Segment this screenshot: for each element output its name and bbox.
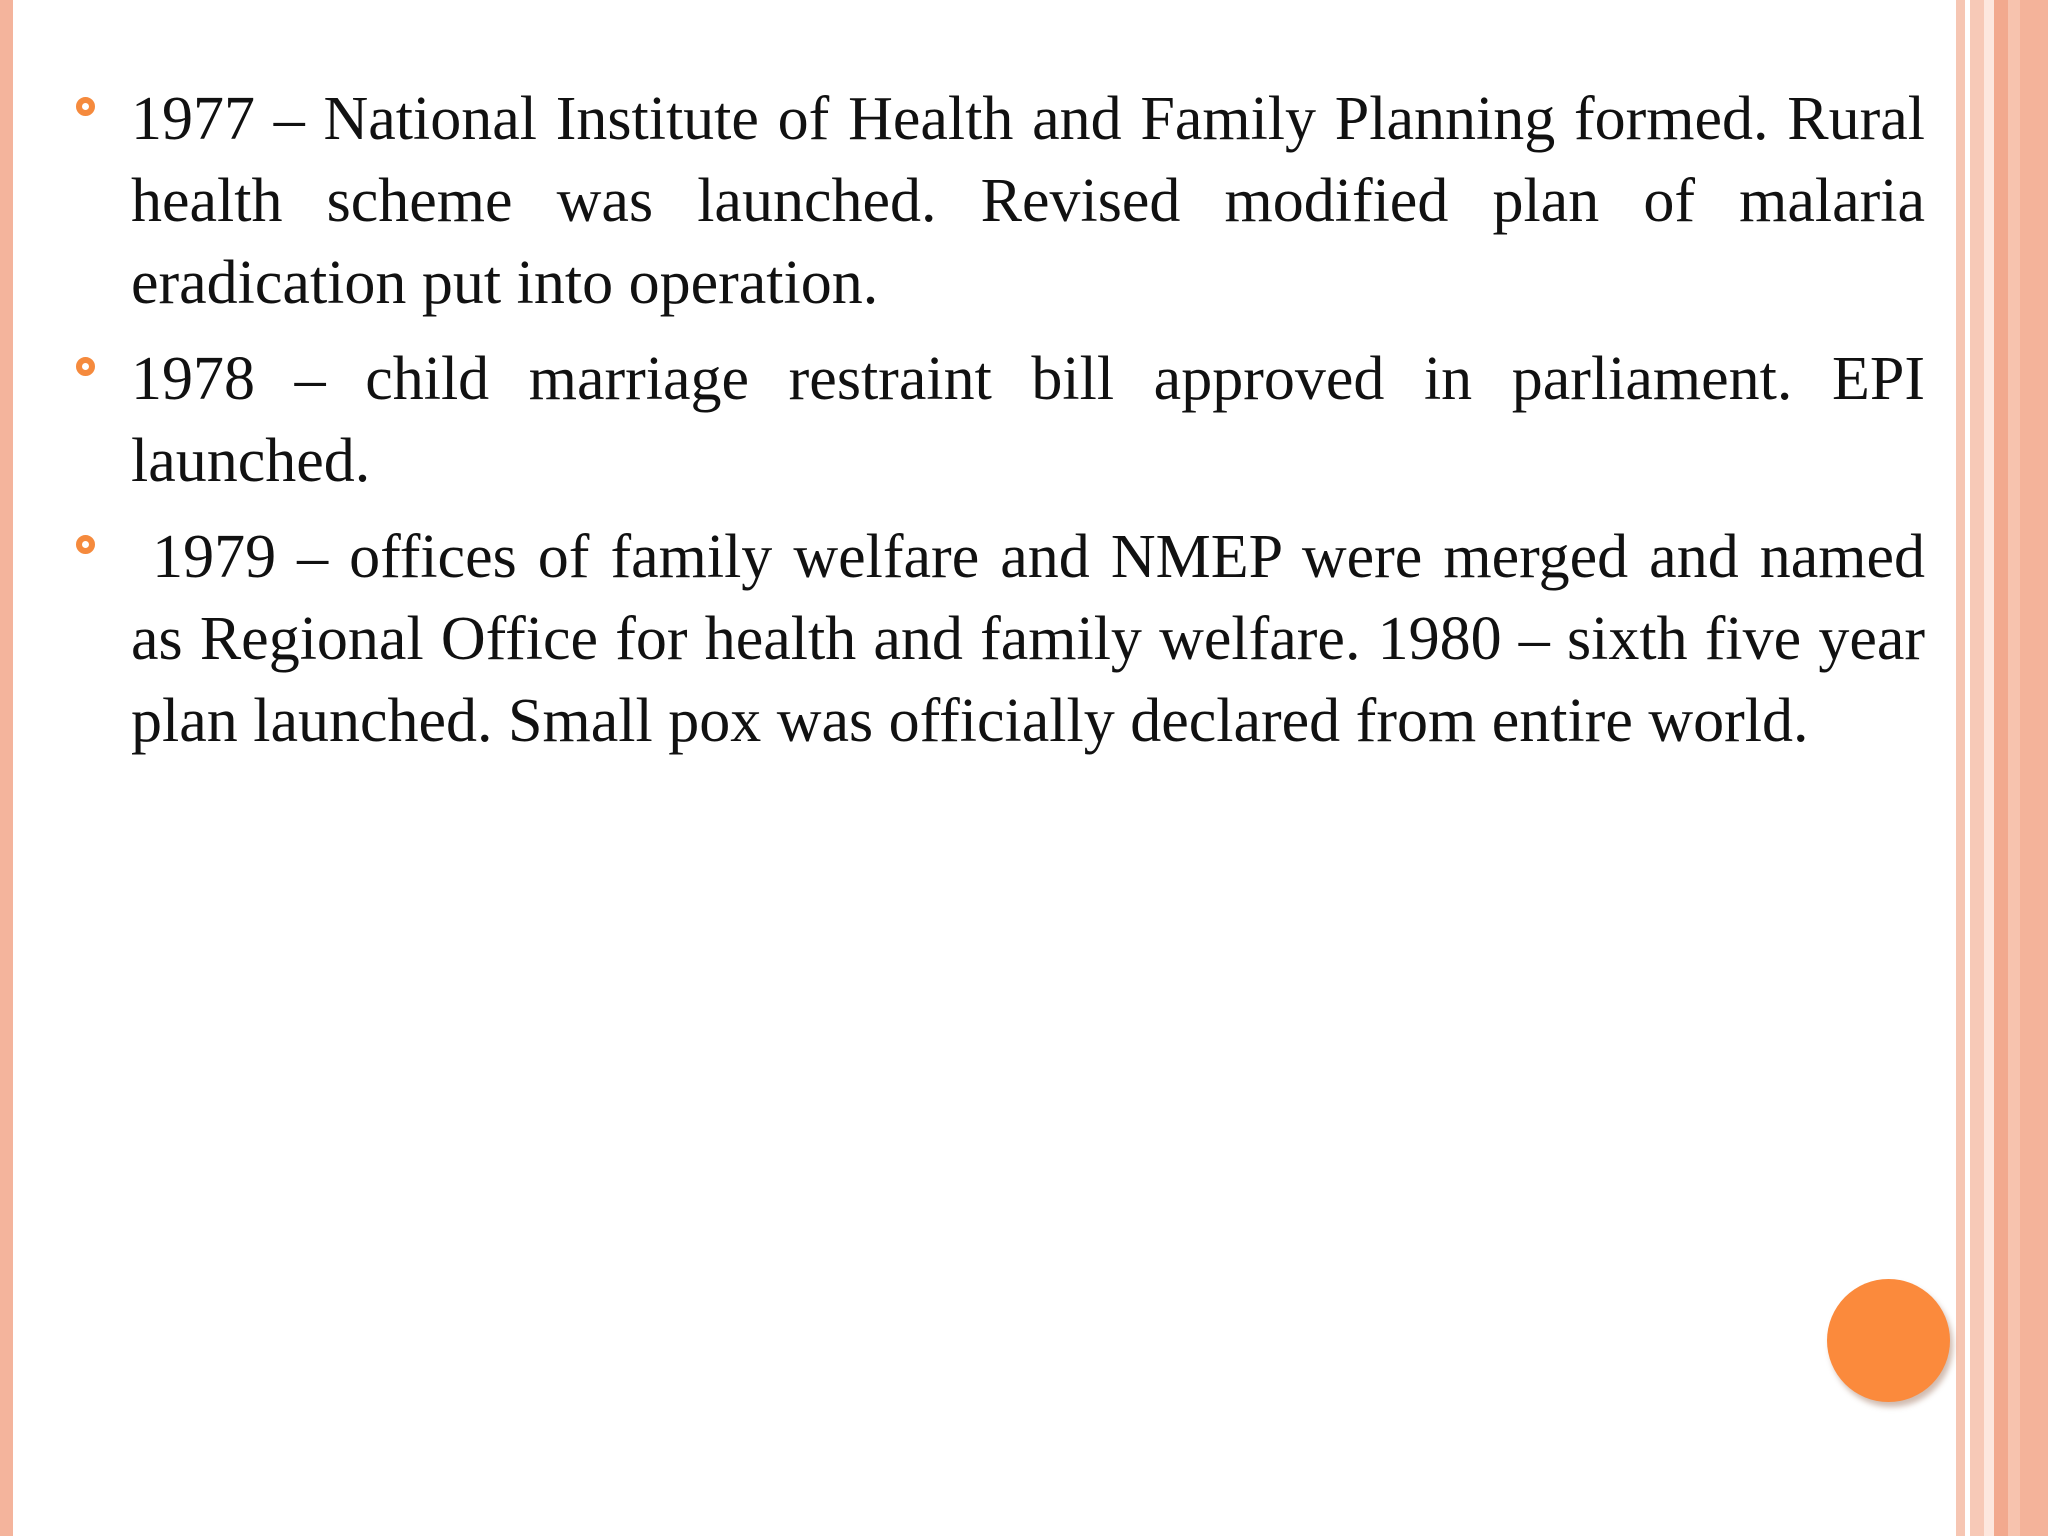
- bullet-text: 1977 – National Institute of Health and Family Planning formed. Rural health scheme was launched. Revised modified plan of malaria eradication put into operation.: [131, 85, 1941, 317]
- right-stripe: [1956, 0, 1965, 1536]
- right-stripe: [1984, 0, 1994, 1536]
- circle-bullet-icon: [76, 97, 95, 116]
- bullet-item-1977: [70, 78, 1941, 324]
- right-stripe: [1970, 0, 1984, 1536]
- right-decorative-stripes: [1956, 0, 2048, 1536]
- bullet-list: [70, 78, 1941, 776]
- left-decorative-stripe: [0, 0, 13, 1536]
- orange-decorative-circle: [1827, 1279, 1950, 1402]
- bullet-item-1978: [70, 338, 1941, 502]
- circle-bullet-icon: [76, 535, 95, 554]
- right-stripe: [2008, 0, 2020, 1536]
- bullet-text: 1979 – offices of family welfare and NMEP were merged and named as Regional Office for health and family welfare. 1980 – sixth five year plan launched. Small pox was officially declared from entire world.: [131, 523, 1941, 755]
- circle-bullet-icon: [76, 357, 95, 376]
- bullet-text: 1978 – child marriage restraint bill approved in parliament. EPI launched.: [131, 345, 1941, 495]
- bullet-item-1979: [70, 516, 1941, 762]
- right-stripe: [1994, 0, 2008, 1536]
- right-stripe: [2020, 0, 2048, 1536]
